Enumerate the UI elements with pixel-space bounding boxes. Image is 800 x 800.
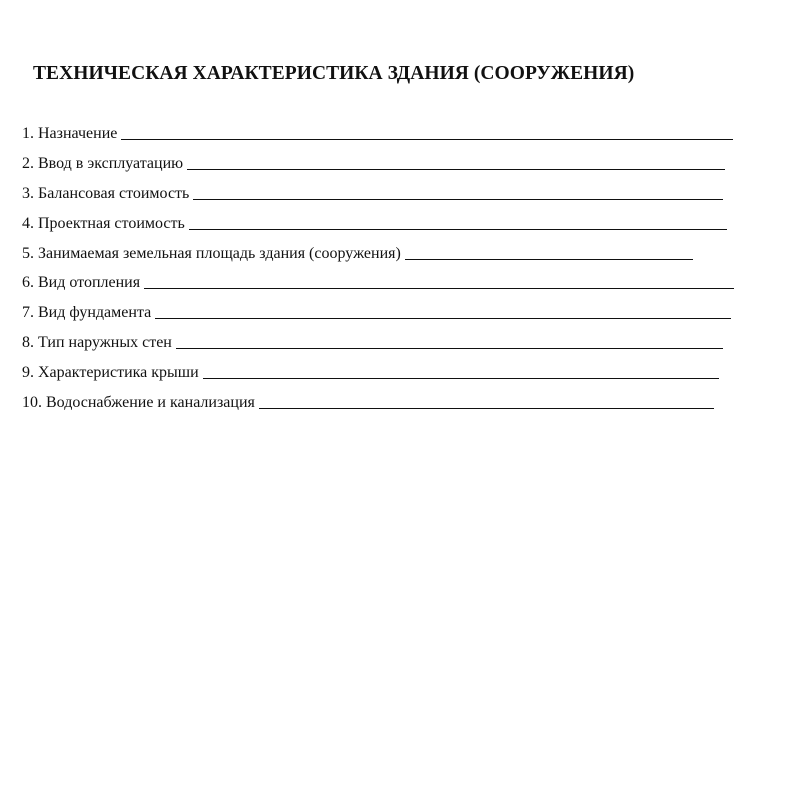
- field-blank-wall-type[interactable]: [176, 347, 723, 349]
- field-label-roof: 9. Характеристика крыши: [22, 364, 199, 382]
- field-label-book-value: 3. Балансовая стоимость: [22, 184, 190, 202]
- field-blank-design-cost[interactable]: [189, 228, 727, 230]
- field-row: [22, 123, 734, 153]
- field-blank-roof[interactable]: [203, 377, 719, 379]
- field-blank-land-area[interactable]: [405, 258, 693, 260]
- field-row: [22, 183, 734, 213]
- field-label-foundation-type: 7. Вид фундамента: [22, 304, 152, 322]
- field-label-purpose: 1. Назначение: [22, 125, 118, 142]
- field-list: [22, 123, 734, 422]
- field-row: [22, 332, 734, 362]
- document-title: ТЕХНИЧЕСКАЯ ХАРАКТЕРИСТИКА ЗДАНИЯ (СООРУЖЕНИЯ): [33, 63, 635, 84]
- field-blank-water-sewerage[interactable]: [259, 407, 714, 409]
- field-row: [22, 243, 734, 273]
- field-label-heating-type: 6. Вид отопления: [22, 274, 141, 292]
- field-label-design-cost: 4. Проектная стоимость: [22, 214, 185, 232]
- field-label-commissioning: 2. Ввод в эксплуатацию: [22, 154, 184, 172]
- field-blank-heating-type[interactable]: [144, 287, 734, 289]
- field-blank-foundation-type[interactable]: [155, 317, 731, 319]
- field-row: [22, 362, 734, 392]
- field-row: [22, 153, 734, 183]
- field-row: [22, 392, 734, 422]
- field-row: [22, 213, 734, 243]
- field-blank-commissioning[interactable]: [187, 168, 725, 170]
- field-row: [22, 302, 734, 332]
- field-row: [22, 272, 734, 302]
- field-label-wall-type: 8. Тип наружных стен: [22, 334, 172, 352]
- field-blank-book-value[interactable]: [193, 198, 723, 200]
- field-label-land-area: 5. Занимаемая земельная площадь здания (сооружения): [22, 244, 401, 262]
- field-label-water-sewerage: 10. Водоснабжение и канализация: [22, 394, 255, 412]
- field-blank-purpose[interactable]: [121, 138, 733, 140]
